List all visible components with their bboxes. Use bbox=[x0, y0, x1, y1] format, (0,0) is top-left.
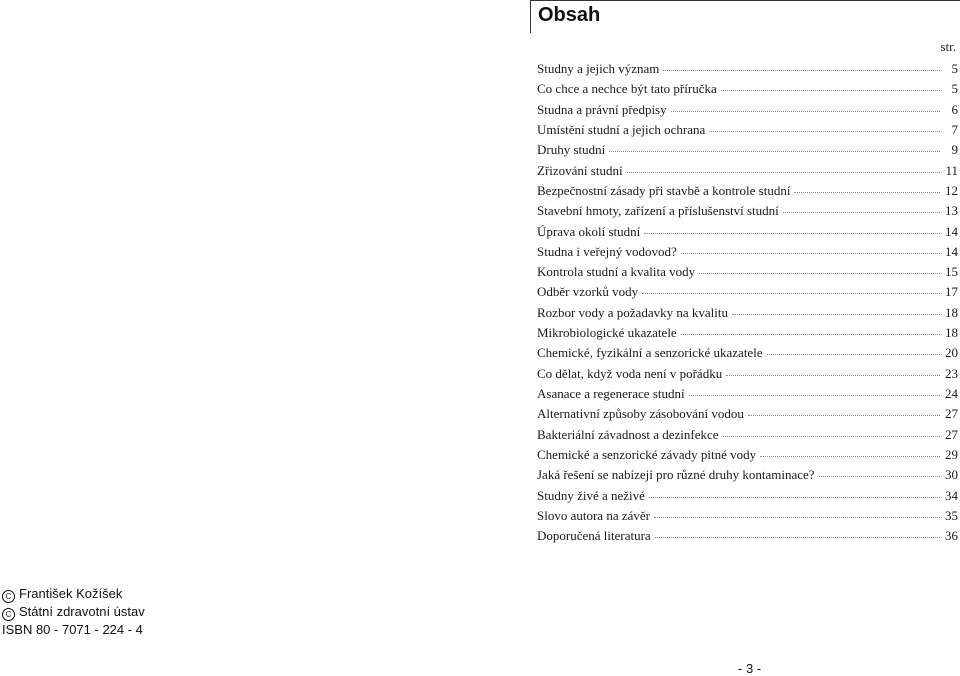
toc-entry-title: Úprava okolí studní bbox=[537, 223, 641, 239]
toc-entry-page: 12 bbox=[945, 182, 958, 198]
dot-leader bbox=[819, 475, 940, 477]
toc-entry-title: Mikrobiologické ukazatele bbox=[537, 325, 677, 341]
dot-leader bbox=[681, 333, 940, 335]
toc-entry-title: Umístění studní a jejich ochrana bbox=[537, 121, 706, 137]
institution-name: Státní zdravotní ústav bbox=[19, 604, 145, 619]
toc-entry bbox=[537, 506, 958, 526]
toc-entry-page: 11 bbox=[945, 162, 958, 178]
toc-entry-title: Zřizování studní bbox=[537, 162, 623, 178]
toc-entry-title: Jaká řešení se nabízejí pro různé druhy kontaminace? bbox=[537, 467, 815, 483]
credits-block bbox=[2, 585, 145, 639]
dot-leader bbox=[709, 130, 940, 132]
toc-entry-title: Asanace a regenerace studní bbox=[537, 386, 685, 401]
dot-leader bbox=[663, 69, 940, 71]
toc-entry-page: 27 bbox=[945, 406, 958, 422]
toc-entry-title: Kontrola studní a kvalita vody bbox=[537, 264, 696, 280]
dot-leader bbox=[760, 455, 940, 457]
toc-entry-page: 23 bbox=[945, 365, 958, 381]
toc-entry-title: Odběr vzorků vody bbox=[537, 284, 639, 300]
toc-entry-page: 6 bbox=[951, 101, 958, 117]
toc-entry-page: 9 bbox=[951, 142, 958, 158]
toc-entry-page: 13 bbox=[945, 203, 958, 219]
copyright-icon: C bbox=[2, 608, 15, 621]
toc-entry bbox=[537, 222, 958, 242]
toc-entry-title: Studna i veřejný vodovod? bbox=[537, 243, 677, 259]
toc-entry-title: Doporučená literatura bbox=[537, 528, 651, 544]
author-name: František Kožíšek bbox=[19, 586, 123, 601]
toc-entry-page: 18 bbox=[945, 325, 958, 341]
toc-entry-page: 24 bbox=[945, 386, 958, 401]
dot-leader bbox=[644, 232, 940, 234]
dot-leader bbox=[721, 89, 940, 91]
toc-entry-page: 29 bbox=[945, 446, 958, 462]
toc-entry-title: Rozbor vody a požadavky na kvalitu bbox=[537, 304, 728, 320]
toc-entry-title: Druhy studní bbox=[537, 142, 606, 158]
dot-leader bbox=[609, 150, 940, 152]
toc-entry bbox=[537, 181, 958, 201]
toc-entry bbox=[537, 140, 958, 160]
toc-entry bbox=[537, 445, 958, 465]
toc-entry-page: 20 bbox=[945, 345, 958, 361]
toc-entry-title: Alternativní způsoby zásobování vodou bbox=[537, 406, 744, 422]
dot-leader bbox=[681, 252, 940, 254]
toc-entry-title: Studny a jejich význam bbox=[537, 61, 660, 76]
toc-entry-title: Chemické, fyzikální a senzorické ukazatele bbox=[537, 345, 763, 361]
toc-entry-page: 5 bbox=[951, 61, 958, 76]
dot-leader bbox=[794, 191, 940, 193]
toc-entry-page: 14 bbox=[945, 223, 958, 239]
toc-entry-title: Studna a právní předpisy bbox=[537, 101, 667, 117]
toc-entry-page: 14 bbox=[945, 243, 958, 259]
toc-entry-title: Slovo autora na závěr bbox=[537, 507, 650, 523]
toc-entry bbox=[537, 79, 958, 99]
toc-entry-title: Stavební hmoty, zařízení a příslušenství studní bbox=[537, 203, 779, 219]
toc-entry-page: 30 bbox=[945, 467, 958, 483]
toc-entry bbox=[537, 59, 958, 79]
toc-entry bbox=[537, 486, 958, 506]
toc-entry bbox=[537, 161, 958, 181]
dot-leader bbox=[655, 536, 940, 538]
dot-leader bbox=[732, 313, 940, 315]
dot-leader bbox=[654, 516, 940, 518]
toc-entry bbox=[537, 262, 958, 282]
page-title: Obsah bbox=[538, 4, 601, 26]
toc-entry-title: Bakteriální závadnost a dezinfekce bbox=[537, 426, 719, 442]
toc-entry-page: 5 bbox=[951, 81, 958, 97]
toc-entry bbox=[537, 282, 958, 302]
toc-entry-page: 15 bbox=[945, 264, 958, 280]
table-of-contents bbox=[537, 59, 958, 547]
author-credit bbox=[2, 585, 145, 603]
toc-entry-page: 7 bbox=[951, 121, 958, 137]
dot-leader bbox=[649, 496, 940, 498]
toc-entry-title: Co dělat, když voda není v pořádku bbox=[537, 365, 723, 381]
toc-entry bbox=[537, 303, 958, 323]
dot-leader bbox=[627, 171, 940, 173]
isbn: ISBN 80 - 7071 - 224 - 4 bbox=[2, 622, 143, 637]
toc-entry bbox=[537, 404, 958, 424]
toc-entry bbox=[537, 242, 958, 262]
toc-entry-title: Studny živé a neživé bbox=[537, 487, 645, 503]
toc-entry bbox=[537, 201, 958, 221]
toc-entry-page: 36 bbox=[945, 528, 958, 544]
toc-entry-page: 17 bbox=[945, 284, 958, 300]
toc-entry bbox=[537, 100, 958, 120]
dot-leader bbox=[783, 211, 940, 213]
dot-leader bbox=[767, 353, 940, 355]
dot-leader bbox=[748, 414, 940, 416]
copyright-icon: C bbox=[2, 590, 15, 603]
institution-credit bbox=[2, 603, 145, 621]
page-number: - 3 - bbox=[738, 661, 762, 676]
toc-entry bbox=[537, 323, 958, 343]
toc-entry bbox=[537, 465, 958, 485]
dot-leader bbox=[689, 394, 940, 396]
toc-entry bbox=[537, 120, 958, 140]
page-column-label: str. bbox=[940, 39, 956, 54]
toc-entry-title: Bezpečnostní zásady při stavbě a kontrole studní bbox=[537, 182, 791, 198]
dot-leader bbox=[642, 292, 940, 294]
contents-heading-box bbox=[530, 0, 960, 33]
toc-entry-title: Chemické a senzorické závady pitné vody bbox=[537, 446, 757, 462]
dot-leader bbox=[699, 272, 940, 274]
toc-entry bbox=[537, 343, 958, 363]
toc-entry-title: Co chce a nechce být tato příručka bbox=[537, 81, 717, 97]
toc-entry bbox=[537, 364, 958, 384]
toc-entry bbox=[537, 384, 958, 404]
toc-entry bbox=[537, 526, 958, 546]
toc-entry-page: 34 bbox=[945, 487, 958, 503]
dot-leader bbox=[671, 110, 940, 112]
toc-entry-page: 18 bbox=[945, 304, 958, 320]
toc-entry-page: 35 bbox=[945, 507, 958, 523]
toc-entry-page: 27 bbox=[945, 426, 958, 442]
dot-leader bbox=[726, 374, 940, 376]
toc-entry bbox=[537, 425, 958, 445]
dot-leader bbox=[723, 435, 940, 437]
